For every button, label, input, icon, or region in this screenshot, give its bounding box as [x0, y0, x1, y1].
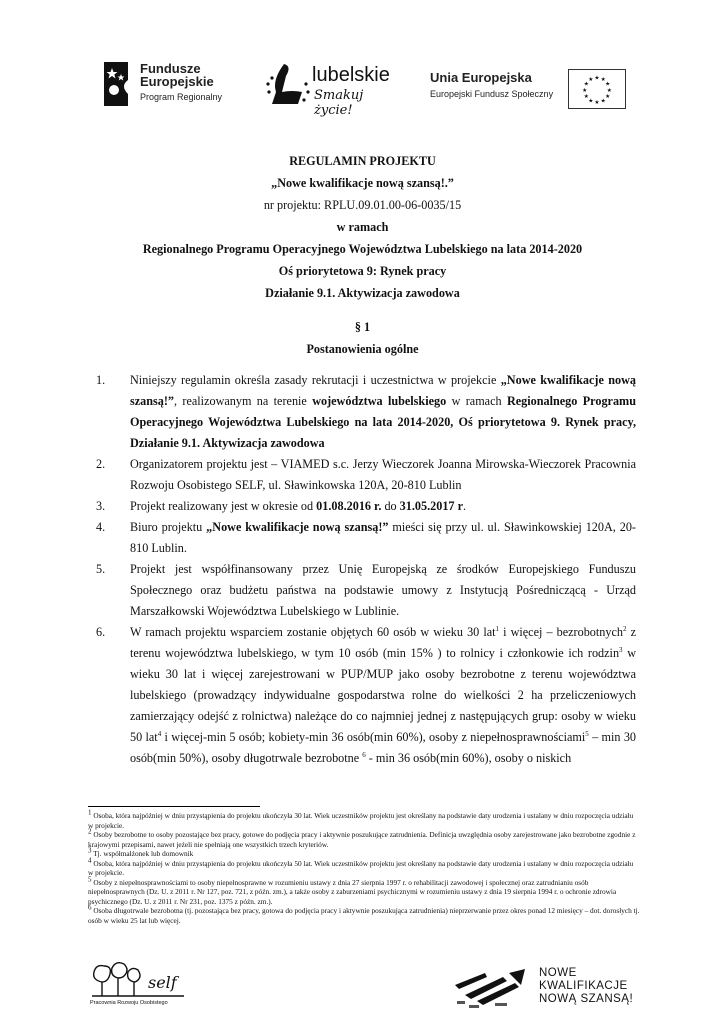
footnote [88, 856, 640, 878]
svg-text:★: ★ [594, 75, 600, 82]
footnote-ref: 5 [585, 729, 589, 738]
footnote-ref: 1 [495, 624, 500, 633]
svg-text:★: ★ [582, 87, 588, 94]
item1-text-e: w ramach [446, 394, 507, 408]
item4-text-a: Biuro projektu [130, 520, 207, 534]
footnote-number: 6 [88, 903, 92, 912]
ue-logo-line1: Unia Europejska [430, 70, 532, 85]
item6-text-e: i więcej-min 5 osób; kobiety-min 36 osób(min 60%), osoby z niepełnosprawnościami [161, 730, 586, 744]
svg-text:★: ★ [588, 77, 594, 84]
footnote-text: Osoba, która najpóźniej w dniu przystąpienia do projektu ukończyła 50 lat. Wiek uczestników projektu jest określany na podstawie daty urodzenia i ustalany w dniu rozpoczęcia udziału w projekcie. [88, 858, 634, 877]
self-trees-icon [88, 958, 188, 1000]
item1-text-c: , realizowanym na terenie [174, 394, 313, 408]
fundusze-europejskie-emblem-icon [100, 60, 132, 108]
item1-project-name: „Nowe kwalifikacje nową szansą!” [130, 373, 636, 408]
list-item [96, 496, 636, 517]
footnote [88, 808, 640, 830]
nk-logo-line2: KWALIFIKACJE [539, 980, 628, 992]
ue-logo-line2: Europejski Fundusz Społeczny [430, 89, 554, 99]
footnote-ref: 4 [157, 729, 162, 738]
document-title-block [60, 150, 665, 304]
item3-text-c: do [381, 499, 400, 513]
list-item [96, 622, 636, 769]
item6-text-f: – min 30 osób(min 50%), osoby długotrwale bezrobotne [130, 730, 637, 765]
title-dzialanie: Działanie 9.1. Aktywizacja zawodowa [265, 286, 460, 300]
title-program: Regionalnego Programu Operacyjnego Województwa Lubelskiego na lata 2014-2020 [142, 242, 583, 256]
svg-text:★: ★ [588, 98, 594, 105]
footnote-text: Osoby bezrobotne to osoby pozostające bez pracy, gotowe do podjęcia pracy i aktywnie poszukujące zatrudnienia. Definicja uwzględnia osoby zarejestrowane jako bezrobotne zgodnie z krajowymi przepisami, nawet jeżeli nie spełniają one wszystkich trzech kryteriów. [88, 830, 636, 849]
item1-text-a: Niniejszy regulamin określa zasady rekrutacji i uczestnictwa w projekcie [130, 373, 501, 387]
nk-logo-line1: NOWE [539, 967, 577, 979]
self-logo-caption: Pracownia Rozwoju Osobistego [90, 1000, 168, 1006]
fe-logo-line3: Program Regionalny [140, 92, 223, 102]
lubelskie-logo [262, 62, 402, 118]
footnote-number: 4 [88, 856, 92, 865]
title-os-priorytetowa: Oś priorytetowa 9: Rynek pracy [278, 264, 447, 278]
footnote-number: 1 [88, 808, 92, 817]
svg-text:★: ★ [583, 94, 589, 101]
item4-project-name: „Nowe kwalifikacje nową szansą!” [206, 520, 389, 534]
title-project-number: nr projektu: RPLU.09.01.00-06-0035/15 [263, 198, 462, 212]
item5-text: Projekt jest współfinansowany przez Unię Europejską ze środków Europejskiego Funduszu Społecznego oraz budżetu państwa na podstawie umowy z Instytucją Pośredniczącą - Urząd Marszałkowski Województwa Lubelskiego w Lublinie. [130, 562, 636, 618]
unia-europejska-text [430, 70, 553, 99]
title-project-name: „Nowe kwalifikacje nową szansą!.” [271, 176, 454, 190]
item3-start-date: 01.08.2016 r. [316, 499, 382, 513]
item3-text-e: . [462, 499, 467, 513]
item1-program: Regionalnego Programu Operacyjnego Województwa Lubelskiego na lata 2014-2020, Oś priorytetowa 9. Rynek pracy, Działanie 9.1. Aktywizacja zawodowa [130, 394, 636, 450]
item3-end-date: 31.05.2017 r [399, 499, 463, 513]
lubelskie-emblem-icon [262, 62, 316, 108]
footnote [88, 875, 640, 907]
fe-logo-line1: Fundusze [140, 61, 201, 76]
list-item [96, 454, 636, 496]
nowe-kwalifikacje-arrows-icon [455, 965, 535, 1010]
footnote-number: 3 [88, 846, 92, 855]
footnote-number: 2 [88, 827, 92, 836]
list-item [96, 370, 636, 454]
svg-text:★: ★ [606, 87, 612, 94]
fundusze-europejskie-logo [100, 60, 240, 110]
svg-text:★: ★ [600, 98, 606, 105]
svg-text:★: ★ [605, 94, 611, 101]
nk-logo-line3: NOWĄ SZANSĄ! [539, 993, 634, 1005]
footnote-text: Osoba długotrwale bezrobotna (tj. pozostająca bez pracy, gotowa do podjęcia pracy i aktywnie poszukująca zatrudnienia) nieprzerwanie przez okres ponad 12 miesięcy – dot. dorosłych tj. osób w wieku 25 lat lub więcej. [88, 906, 640, 925]
list-item-number: 3. [96, 499, 106, 513]
section-title: Postanowienia ogólne [306, 342, 419, 356]
section-heading [60, 316, 665, 360]
title-w-ramach: w ramach [336, 220, 389, 234]
item6-text-a: W ramach projektu wsparciem zostanie objętych 60 osób w wieku 30 lat [130, 625, 496, 639]
item4-text-c: mieści się przy ul. ul. Sławinkowskiej 120A, 20-810 Lublin. [130, 520, 636, 555]
list-item-number: 6. [96, 625, 106, 639]
footnote-ref: 3 [619, 645, 623, 654]
item3-text-a: Projekt realizowany jest w okresie od [130, 499, 317, 513]
fe-logo-line2: Europejskie [140, 74, 214, 89]
list-item [96, 559, 636, 622]
footnote-number: 5 [88, 875, 92, 884]
lubelskie-logo-name: lubelskie [312, 64, 390, 86]
footnote [88, 903, 640, 925]
item6-text-d: w wieku 30 lat i więcej zarejestrowani w PUP/MUP jako osoby bezrobotne z terenu województwa lubelskiego (prowadzący indywidualne gospodarstwa rolne do wielkości 2 ha przeliczeniowych zamierzający odejść z rolnictwa) należące do co najmniej jednej z następujących grup: osoby w wieku 50 lat [130, 646, 636, 744]
footnotes [88, 808, 640, 925]
item6-text-b: i więcej – bezrobotnych [499, 625, 623, 639]
list-item-number: 5. [96, 562, 106, 576]
footnote-ref: 2 [622, 624, 627, 633]
item6-text-g: - min 36 osób(min 60%), osoby o niskich [365, 751, 572, 765]
lubelskie-logo-slogan: Smakuj życie! [314, 88, 364, 118]
svg-text:★: ★ [594, 100, 600, 107]
svg-text:★: ★ [583, 81, 589, 88]
section-number: § 1 [354, 320, 371, 334]
footnote [88, 827, 640, 849]
footnote [88, 846, 640, 859]
item1-region: województwa lubelskiego [312, 394, 447, 408]
list-item-number: 1. [96, 373, 106, 387]
provisions-list [96, 370, 636, 769]
title-regulamin: REGULAMIN PROJEKTU [289, 154, 436, 168]
footnote-text: Osoba, która najpóźniej w dniu przystąpienia do projektu ukończyła 30 lat. Wiek uczestników projektu jest określany na podstawie daty urodzenia i ustalany w dniu rozpoczęcia udziału w projekcie. [88, 811, 634, 830]
nowe-kwalifikacje-logo [455, 965, 645, 1010]
item6-text-c: z terenu województwa lubelskiego, w tym 10 osób (min 15% ) to rolnicy i członkowie ich rodzin [130, 625, 636, 660]
list-item-number: 4. [96, 520, 106, 534]
footnote-text: Osoby z niepełnosprawnościami to osoby niepełnosprawne w rozumieniu ustawy z dnia 27 sierpnia 1997 r. o rehabilitacji zawodowej i społecznej oraz zatrudnianiu osób niepełnosprawnych (Dz. U. z 2011 r. Nr 127, poz. 721, z późn. zm.), a także osoby z zaburzeniami psychicznymi w rozumieniu ustawy z dnia 19 sierpnia 1994 r. o ochronie zdrowia psychicznego (Dz. U. z 2011 r. Nr 231, poz. 1375 z późn. zm.). [88, 877, 617, 906]
footnote-text: Tj. współmałżonek lub domownik [91, 849, 194, 858]
svg-text:★: ★ [600, 77, 606, 84]
list-item-number: 2. [96, 457, 106, 471]
self-logo [88, 958, 188, 1008]
footnote-ref: 6 [362, 750, 366, 759]
svg-text:self: self [148, 973, 177, 992]
eu-flag-icon [568, 69, 626, 109]
item2-text: Organizatorem projektu jest – VIAMED s.c. Jerzy Wieczorek Joanna Mirowska-Wieczorek Pracownia Rozwoju Osobistego SELF, ul. Sławinkowska 120A, 20-810 Lublin [130, 457, 636, 492]
footnote-divider [88, 806, 260, 807]
list-item [96, 517, 636, 559]
svg-text:★: ★ [605, 81, 611, 88]
